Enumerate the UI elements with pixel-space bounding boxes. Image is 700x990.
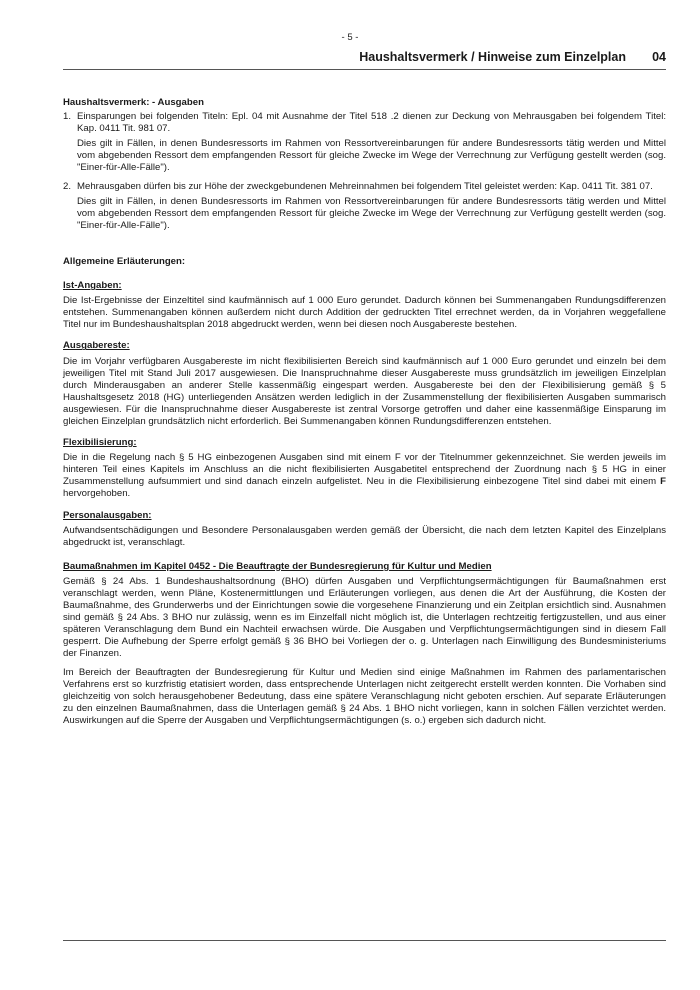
header-chapter-number: 04 [652, 50, 666, 64]
ausgabereste-heading: Ausgabereste: [63, 340, 130, 352]
allgemeine-heading: Allgemeine Erläuterungen: [63, 255, 186, 267]
list-item-text: Mehrausgaben dürfen bis zur Höhe der zweckgebundenen Mehreinnahmen bei folgendem Titel geleistet werden: Kap. 0411 Tit. 381 07. [77, 180, 653, 192]
document-body [63, 97, 666, 727]
flexibilisierung-text-part2: hervorgehoben. [63, 488, 131, 500]
ist-angaben-text: Die Ist-Ergebnisse der Einzeltitel sind kaufmännisch auf 1 000 Euro gerundet. Dadurch können bei Summenangaben Rundungsdifferenzen entstehen. Summenangaben können außerdem nicht durch Addition der gedruckten Titel errechnet werden, da in Vorjahren weggefallene Titel nur im Bundeshaushaltsplan 2018 abgedruckt werden, wenn bei diesen noch Ausgabereste bestehen. [63, 295, 666, 331]
ausgabereste-text: Die im Vorjahr verfügbaren Ausgabereste im nicht flexibilisierten Bereich sind kaufmännisch auf 1 000 Euro gerundet und einzeln bei dem jeweiligen Titel mit Stand Juli 2017 ausgewiesen. Die Inanspruchnahme dieser Ausgabereste muss grundsätzlich im jeweiligen Einzelplan durch Minderausgaben an anderer Stelle kassenmäßig eingespart werden. Ausgabereste bei den der Flexibilisierung gemäß § 5 Haushaltsgesetz 2018 (HG) unterliegenden Ansätzen werden lediglich in der Zusammenstellung der flexibilisierten Ausgaben summarisch ausgewiesen. Für die Inanspruchnahme dieser Ausgabereste ist zentral Vorsorge getroffen und daher eine kassenmäßige Einsparung im gleichen Einzelplan grundsätzlich nicht erforderlich. Bei Summenangaben können Rundungsdifferenzen entstehen. [63, 355, 666, 427]
list-item-text: Einsparungen bei folgenden Titeln: Epl. 04 mit Ausnahme der Titel 518 .2 dienen zur Deckung von Mehrausgaben bei folgendem Titel: Kap. 0411 Tit. 981 07. [77, 111, 666, 135]
haushaltsvermerk-heading: Haushaltsvermerk: - Ausgaben [63, 97, 204, 108]
page-number: - 5 - [341, 32, 359, 43]
flex-marker: F [660, 476, 666, 488]
flexibilisierung-heading: Flexibilisierung: [63, 437, 137, 449]
list-item [63, 111, 666, 174]
list-item-note: Dies gilt in Fällen, in denen Bundesressorts im Rahmen von Ressortvereinbarungen für andere Bundesressorts tätig werden und Mittel vom abgebenden Ressort dem empfangenden Ressort für gleiche Zwecke im Wege der Verrechnung zur Verfügung gestellt werden (sog. "Einer-für-Alle-Fälle"). [77, 138, 666, 174]
baumassnahmen-paragraph-1: Gemäß § 24 Abs. 1 Bundeshaushaltsordnung (BHO) dürfen Ausgaben und Verpflichtungsermächtigungen für Baumaßnahmen erst veranschlagt werden, wenn Pläne, Kostenermittlungen und Erläuterungen vorliegen, aus denen die Art der Ausführung, die Kosten der Baumaßnahme, des Grunderwerbs und der Einrichtungen sowie die vorgesehene Finanzierung und ein Zeitplan ersichtlich sind. Ausnahmen sind gemäß § 24 Abs. 3 BHO nur zulässig, wenn es im Einzelfall nicht möglich ist, die Unterlagen rechtzeitig fertigzustellen, und aus einer späteren Veranschlagung dem Bund ein Nachteil erwachsen würde. Die Ausgaben und Verpflichtungsermächtigungen sind in diesem Fall gesperrt. Die Aufhebung der Sperre erfolgt gemäß § 36 BHO bei Vorliegen der o. g. Unterlagen nach Einwilligung des Bundesministeriums der Finanzen. [63, 575, 666, 660]
page-header [63, 50, 666, 68]
personalausgaben-heading: Personalausgaben: [63, 509, 152, 521]
list-item-number: 2. [63, 180, 72, 192]
list-item [63, 181, 666, 232]
flexibilisierung-text-part1: Die in die Regelung nach § 5 HG einbezogenen Ausgaben sind mit einem F vor der Titelnummer gekennzeichnet. Sie werden jeweils im hinteren Teil eines Kapitels im Anschluss an die nicht flexibilisierten Ausgabetitel entsprechend der Zuordnung nach § 5 HG in einer Zusammenstellung aufsummiert und sind danach einzeln aufgelistet. Neu in die Flexibilisierung einbezogene Titel sind dabei mit einem [63, 452, 666, 488]
flexibilisierung-text [63, 452, 666, 500]
list-item-number: 1. [63, 111, 72, 123]
baumassnahmen-paragraph-2: Im Bereich der Beauftragten der Bundesregierung für Kultur und Medien sind einige Maßnahmen im Rahmen des parlamentarischen Verfahrens erst so kurzfristig etatisiert worden, dass entsprechende Unterlagen nicht zeitgerecht erstellt werden konnten. Die Vorhaben sind gleichzeitig von solch herausgehobener Bedeutung, dass eine spätere Veranschlagung nicht geboten erschien. Auf separate Erläuterungen zu den einzelnen Baumaßnahmen, dass die Unterlagen gemäß § 24 Abs. 1 BHO nicht vorliegen, kann in solchen Fällen verzichtet werden. Auswirkungen auf die Sperre der Ausgaben und Verpflichtungsermächtigungen (s. o.) ergeben sich dadurch nicht. [63, 666, 666, 726]
header-divider [63, 69, 666, 70]
footer-divider [63, 940, 666, 941]
ist-angaben-heading: Ist-Angaben: [63, 280, 122, 292]
personalausgaben-text: Aufwandsentschädigungen und Besondere Personalausgaben werden gemäß der Übersicht, die nach dem letzten Kapitel des Einzelplans abgedruckt ist, veranschlagt. [63, 524, 666, 548]
list-item-note: Dies gilt in Fällen, in denen Bundesressorts im Rahmen von Ressortvereinbarungen für andere Bundesressorts tätig werden und Mittel vom abgebenden Ressort dem empfangenden Ressort für gleiche Zwecke im Wege der Verrechnung zur Verfügung gestellt werden (sog. "Einer-für-Alle-Fälle"). [77, 195, 666, 231]
baumassnahmen-heading: Baumaßnahmen im Kapitel 0452 - Die Beauftragte der Bundesregierung für Kultur und Medien [63, 560, 492, 572]
header-title: Haushaltsvermerk / Hinweise zum Einzelplan [359, 50, 626, 64]
